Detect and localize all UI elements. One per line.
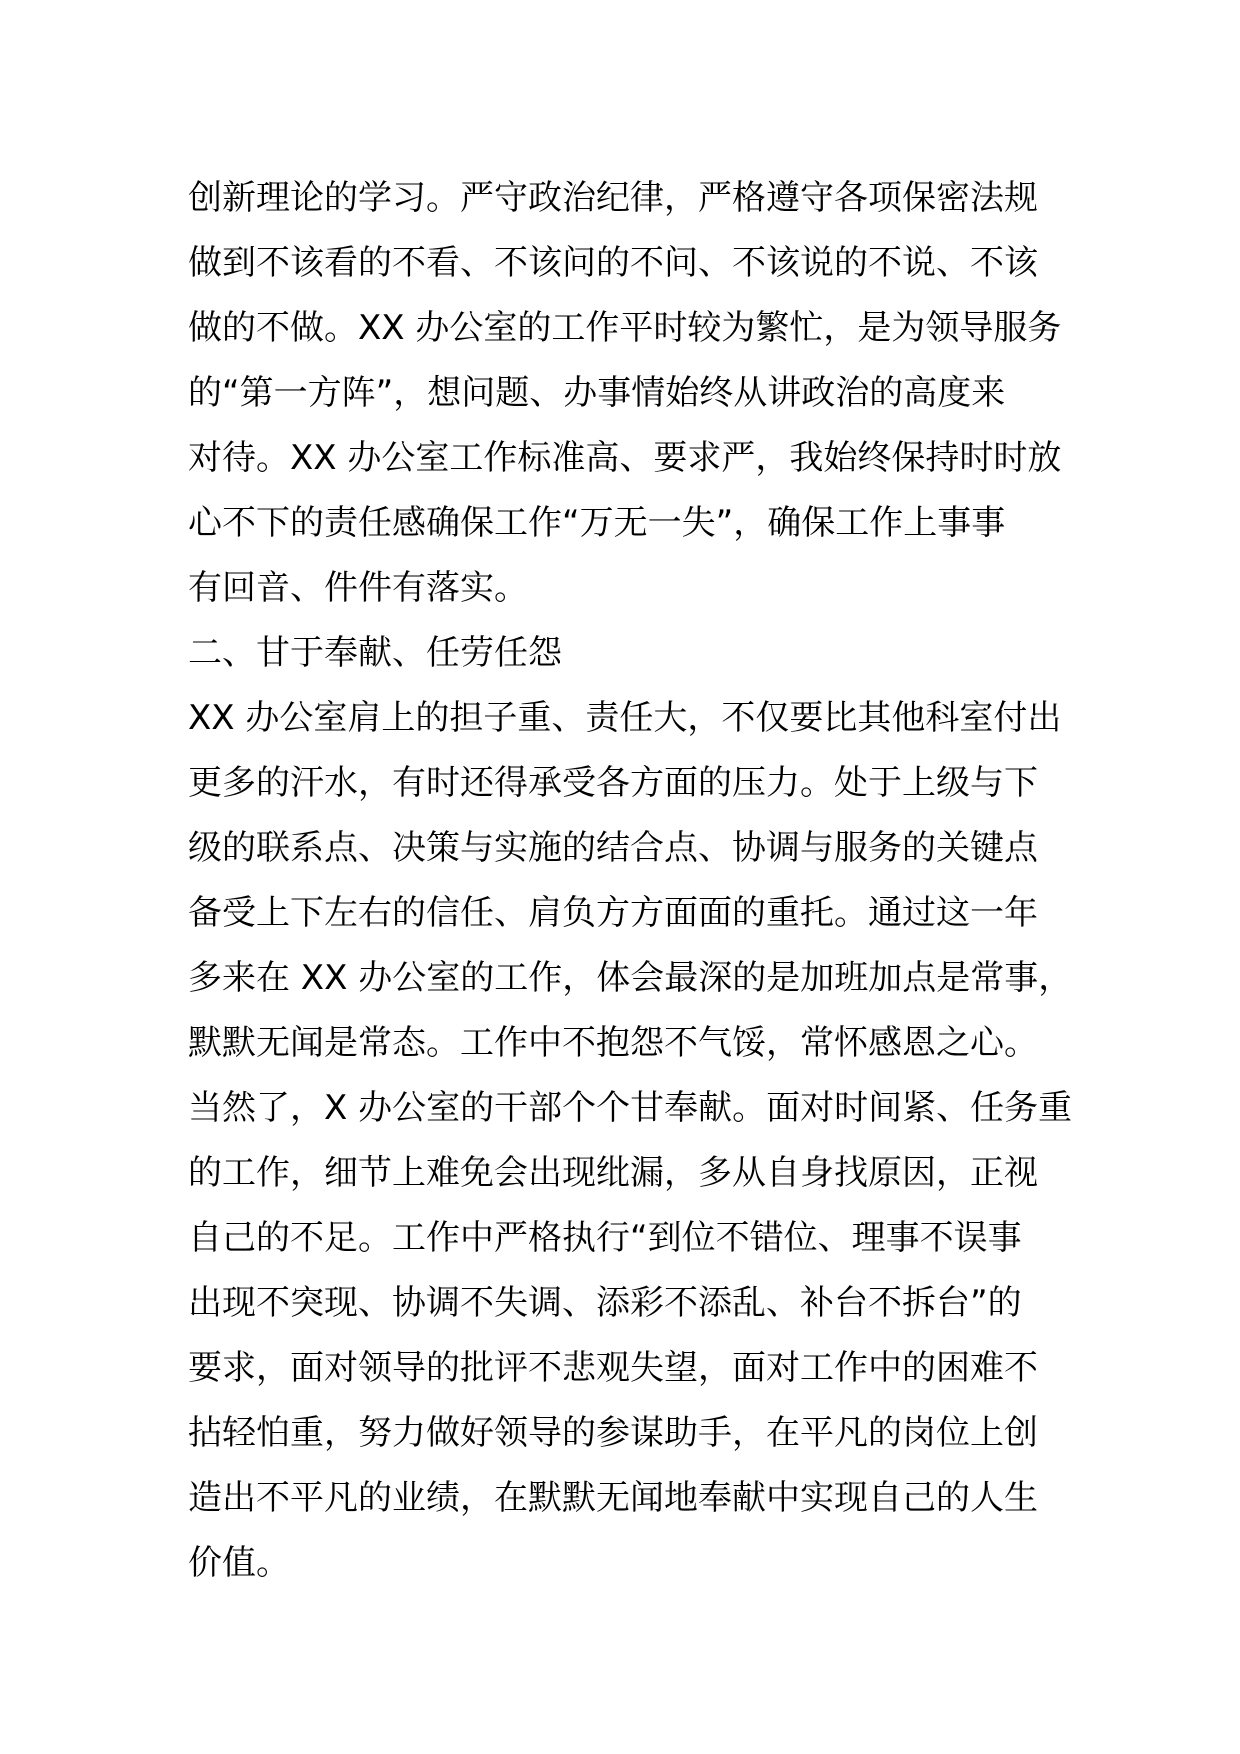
body-text-line: 心不下的责任感确保工作“万无一失”，确保工作上事事 <box>188 503 1006 543</box>
body-text-line: 多来在 XX 办公室的工作，体会最深的是加班加点是常事， <box>188 958 1073 998</box>
body-text-line: 默默无闻是常态。工作中不抱怨不气馁，常怀感恩之心。 <box>188 1023 1038 1063</box>
body-text-line: 要求，面对领导的批评不悲观失望，面对工作中的困难不 <box>188 1348 1038 1388</box>
document-body <box>188 166 1073 1596</box>
section-heading: 二、甘于奉献、任劳任怨 <box>188 633 562 673</box>
body-text-line: 造出不平凡的业绩，在默默无闻地奉献中实现自己的人生 <box>188 1478 1038 1518</box>
body-text-line: 的工作，细节上难免会出现纰漏，多从自身找原因，正视 <box>188 1153 1038 1193</box>
body-text-line: 有回音、件件有落实。 <box>188 568 528 608</box>
body-text-line: 价值。 <box>188 1543 290 1583</box>
body-text-line: 的“第一方阵”，想问题、办事情始终从讲政治的高度来 <box>188 373 1006 413</box>
body-text-line: 自己的不足。工作中严格执行“到位不错位、理事不误事 <box>188 1218 1022 1258</box>
body-text-line: 创新理论的学习。严守政治纪律，严格遵守各项保密法规 <box>188 178 1038 218</box>
body-text-line: 做到不该看的不看、不该问的不问、不该说的不说、不该 <box>188 243 1038 283</box>
body-text-line: 做的不做。XX 办公室的工作平时较为繁忙，是为领导服务 <box>188 308 1062 348</box>
body-text-line: XX 办公室肩上的担子重、责任大，不仅要比其他科室付出 <box>188 698 1062 738</box>
body-text-line: 当然了，X 办公室的干部个个甘奉献。面对时间紧、任务重 <box>188 1088 1073 1128</box>
body-text-line: 拈轻怕重，努力做好领导的参谋助手，在平凡的岗位上创 <box>188 1413 1038 1453</box>
body-text-line: 级的联系点、决策与实施的结合点、协调与服务的关键点 <box>188 828 1038 868</box>
body-text-line: 更多的汗水，有时还得承受各方面的压力。处于上级与下 <box>188 763 1038 803</box>
body-text-line: 对待。XX 办公室工作标准高、要求严，我始终保持时时放 <box>188 438 1062 478</box>
body-text-line: 备受上下左右的信任、肩负方方面面的重托。通过这一年 <box>188 893 1038 933</box>
body-text-line: 出现不突现、协调不失调、添彩不添乱、补台不拆台”的 <box>188 1283 1022 1323</box>
